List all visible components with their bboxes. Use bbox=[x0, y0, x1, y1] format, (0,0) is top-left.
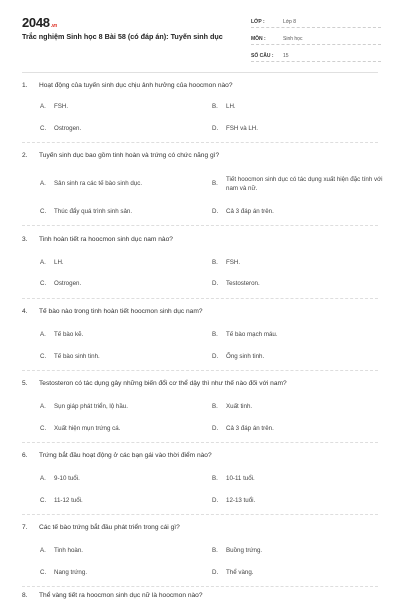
option-a[interactable]: A. LH. bbox=[40, 259, 64, 266]
document-title: Trắc nghiệm Sinh học 8 Bài 58 (có đáp án): Tuyến sinh dục bbox=[22, 32, 223, 41]
meta-question-count bbox=[251, 48, 381, 62]
question-text: 3. Tinh hoàn tiết ra hoocmon sinh dục nam nào? bbox=[22, 236, 173, 243]
question-text: 8. Thể vàng tiết ra hoocmon sinh dục nữ là hoocmon nào? bbox=[22, 592, 203, 599]
option-b[interactable]: B. LH. bbox=[212, 103, 236, 110]
question-separator bbox=[22, 225, 378, 226]
page-header bbox=[0, 0, 400, 62]
option-a[interactable]: A. 9-10 tuổi. bbox=[40, 475, 80, 482]
option-a[interactable]: A. Sản sinh ra các tế bào sinh dục. bbox=[40, 180, 143, 187]
option-b[interactable]: B. 10-11 tuổi. bbox=[212, 475, 255, 482]
question-separator bbox=[22, 370, 378, 371]
question-text: 1. Hoạt động của tuyến sinh dục chịu ảnh hưởng của hoocmon nào? bbox=[22, 82, 233, 89]
option-d[interactable]: D. 12-13 tuổi. bbox=[212, 497, 256, 504]
option-c[interactable]: C. Xuất hiện mụn trứng cá. bbox=[40, 425, 121, 432]
option-b[interactable]: B. Buồng trứng. bbox=[212, 547, 263, 554]
option-d[interactable]: D. Cả 3 đáp án trên. bbox=[212, 425, 274, 432]
option-d[interactable]: D. Thể vàng. bbox=[212, 569, 254, 576]
meta-value: Sinh học bbox=[283, 36, 303, 42]
option-d[interactable]: D. FSH và LH. bbox=[212, 125, 258, 132]
question-separator bbox=[22, 586, 378, 587]
question-separator bbox=[22, 298, 378, 299]
meta-value: 15 bbox=[283, 53, 289, 59]
question-separator bbox=[22, 442, 378, 443]
option-b[interactable]: B. Xuất tinh. bbox=[212, 403, 253, 410]
site-logo[interactable]: 2048.vn bbox=[22, 15, 58, 30]
option-a[interactable]: A. Tinh hoàn. bbox=[40, 547, 84, 554]
meta-value: Lớp 8 bbox=[283, 19, 297, 25]
option-c[interactable]: C. Ostrogen. bbox=[40, 280, 82, 287]
option-a[interactable]: A. Sụn giáp phát triển, lộ hầu. bbox=[40, 403, 128, 410]
option-c[interactable]: C. Ostrogen. bbox=[40, 125, 82, 132]
option-d[interactable]: D. Ống sinh tinh. bbox=[212, 353, 265, 360]
option-a[interactable]: A. Tế bào kẽ. bbox=[40, 331, 84, 338]
option-c[interactable]: C. Tế bào sinh tinh. bbox=[40, 353, 100, 360]
option-b[interactable]: B. Tiết hoocmon sinh dục có tác dụng xuất hiện đặc tính với nam và nữ. bbox=[212, 176, 383, 192]
question-text: 5. Testosteron có tác dụng gây những biến đổi cơ thể dậy thì như thế nào đối với nam? bbox=[22, 380, 287, 387]
option-b[interactable]: B. FSH. bbox=[212, 259, 241, 266]
header-divider bbox=[22, 72, 378, 73]
question-text: 2. Tuyến sinh dục bao gồm tinh hoàn và trứng có chức năng gì? bbox=[22, 152, 220, 159]
meta-info bbox=[251, 14, 381, 65]
question-separator bbox=[22, 142, 378, 143]
meta-label: MÔN : bbox=[251, 36, 266, 42]
meta-label: LỚP : bbox=[251, 19, 265, 25]
option-c[interactable]: C. Nang trứng. bbox=[40, 569, 88, 576]
question-text: 4. Tế bào nào trong tinh hoàn tiết hoocmon sinh dục nam? bbox=[22, 308, 203, 315]
option-b[interactable]: B. Tế bào mạch máu. bbox=[212, 331, 278, 338]
meta-class bbox=[251, 14, 381, 28]
option-d[interactable]: D. Cả 3 đáp án trên. bbox=[212, 208, 274, 215]
question-separator bbox=[22, 514, 378, 515]
meta-label: SỐ CÂU : bbox=[251, 53, 274, 59]
option-a[interactable]: A. FSH. bbox=[40, 103, 69, 110]
option-c[interactable]: C. Thúc đẩy quá trình sinh sản. bbox=[40, 208, 133, 215]
question-text: 6. Trứng bắt đầu hoạt động ở các bạn gái vào thời điểm nào? bbox=[22, 452, 212, 459]
meta-subject bbox=[251, 31, 381, 45]
question-text: 7. Các tế bào trứng bắt đầu phát triển trong cái gì? bbox=[22, 524, 180, 531]
option-c[interactable]: C. 11-12 tuổi. bbox=[40, 497, 83, 504]
option-d[interactable]: D. Testosteron. bbox=[212, 280, 260, 287]
